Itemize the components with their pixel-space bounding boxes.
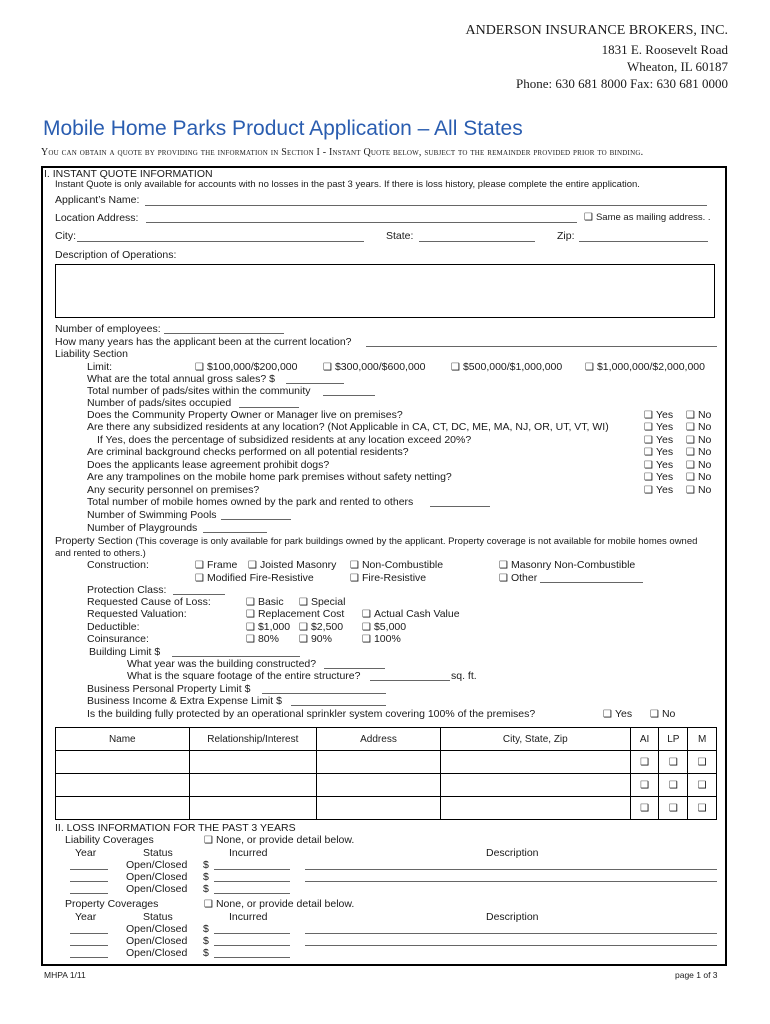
description-ops-label: Description of Operations: xyxy=(55,249,177,261)
loss-year-field[interactable] xyxy=(70,945,108,946)
yes-checkbox[interactable]: ❑ Yes xyxy=(644,434,674,446)
m-checkbox[interactable] xyxy=(688,751,717,774)
incurred-header: Incurred xyxy=(229,847,268,859)
section2-heading: II. LOSS INFORMATION FOR THE PAST 3 YEARS xyxy=(55,822,296,834)
col-relationship: Relationship/Interest xyxy=(189,728,317,751)
loss-year-field[interactable] xyxy=(70,893,108,894)
checkbox-icon: ❑ xyxy=(686,472,695,483)
loss-incurred-field[interactable] xyxy=(214,933,290,934)
dollar-sign: $ xyxy=(203,871,209,883)
checkbox-icon: ❑ xyxy=(644,460,653,471)
yes-checkbox[interactable]: ❑ Yes xyxy=(644,421,674,433)
construction-frame[interactable]: ❑ Frame xyxy=(195,559,238,571)
limit-option-4[interactable]: ❑ $1,000,000/$2,000,000 xyxy=(585,361,705,373)
sprinkler-no[interactable]: ❑ No xyxy=(650,708,676,720)
year-built-field[interactable] xyxy=(324,668,385,669)
cell-relationship[interactable] xyxy=(189,797,317,820)
question-3: If Yes, does the percentage of subsidized residents at any location exceed 20%? xyxy=(97,434,472,446)
question-4: Are criminal background checks performed on all potential residents? xyxy=(87,446,409,458)
no-checkbox[interactable]: ❑ No xyxy=(686,459,712,471)
cell-name[interactable] xyxy=(56,751,190,774)
sprinkler-yes[interactable]: ❑ Yes xyxy=(603,708,633,720)
checkbox-icon: ❑ xyxy=(323,362,332,373)
open-closed-label: Open/Closed xyxy=(126,923,188,935)
coinsurance-80[interactable]: ❑ 80% xyxy=(246,633,279,645)
checkbox-icon: ❑ xyxy=(246,634,255,645)
description-header: Description xyxy=(486,911,539,923)
checkbox-icon: ❑ xyxy=(697,779,707,791)
cell-name[interactable] xyxy=(56,774,190,797)
construction-non-combustible[interactable]: ❑ Non-Combustible xyxy=(350,559,444,571)
table-row xyxy=(56,751,717,774)
checkbox-icon: ❑ xyxy=(644,435,653,446)
checkbox-icon: ❑ xyxy=(650,709,659,720)
checkbox-icon: ❑ xyxy=(697,756,707,768)
applicant-name-field[interactable] xyxy=(145,205,707,206)
no-checkbox[interactable]: ❑ No xyxy=(686,409,712,421)
mobile-homes-rented-label: Total number of mobile homes owned by the park and rented to others xyxy=(87,496,414,508)
interest-table xyxy=(55,727,717,820)
checkbox-icon: ❑ xyxy=(686,435,695,446)
protection-class-label: Protection Class: xyxy=(87,584,167,596)
lp-checkbox[interactable] xyxy=(659,797,688,820)
limit-option-3[interactable]: ❑ $500,000/$1,000,000 xyxy=(451,361,563,373)
loss-incurred-field[interactable] xyxy=(214,893,290,894)
no-checkbox[interactable]: ❑ No xyxy=(686,471,712,483)
checkbox-icon: ❑ xyxy=(299,622,308,633)
company-phone-fax: Phone: 630 681 8000 Fax: 630 681 0000 xyxy=(516,76,728,91)
open-closed-label: Open/Closed xyxy=(126,859,188,871)
loss-year-field[interactable] xyxy=(70,933,108,934)
col-ai: AI xyxy=(630,728,659,751)
checkbox-icon: ❑ xyxy=(585,362,594,373)
valuation-label: Requested Valuation: xyxy=(87,608,187,620)
valuation-replacement[interactable]: ❑ Replacement Cost xyxy=(246,608,345,620)
total-pads-field[interactable] xyxy=(323,395,375,396)
construction-label: Construction: xyxy=(87,559,149,571)
year-built-label: What year was the building constructed? xyxy=(127,658,317,670)
status-header: Status xyxy=(143,911,173,923)
open-closed-label: Open/Closed xyxy=(126,947,188,959)
playgrounds-label: Number of Playgrounds xyxy=(87,522,198,534)
dollar-sign: $ xyxy=(203,923,209,935)
checkbox-icon: ❑ xyxy=(195,362,204,373)
loss-description-field[interactable] xyxy=(305,933,717,934)
liability-none-checkbox[interactable]: ❑ None, or provide detail below. xyxy=(204,834,355,846)
m-checkbox[interactable] xyxy=(688,774,717,797)
checkbox-icon: ❑ xyxy=(350,560,359,571)
property-note: and rented to others.) xyxy=(55,548,146,559)
table-header-row xyxy=(56,728,717,751)
square-footage-field[interactable] xyxy=(370,680,450,681)
building-limit-label: Building Limit $ xyxy=(89,646,161,658)
page-subtitle: You can obtain a quote by providing the information in Section I - Instant Quote below, subject to the remainder provided prior to binding. xyxy=(41,147,644,158)
checkbox-icon: ❑ xyxy=(584,212,593,223)
construction-masonry-non-combustible[interactable]: ❑ Masonry Non-Combustible xyxy=(499,559,636,571)
checkbox-icon: ❑ xyxy=(603,709,612,720)
company-address-line1: 1831 E. Roosevelt Road xyxy=(601,42,728,57)
protection-class-field[interactable] xyxy=(173,594,225,595)
company-address-line2: Wheaton, IL 60187 xyxy=(627,59,728,74)
status-header: Status xyxy=(143,847,173,859)
coinsurance-90[interactable]: ❑ 90% xyxy=(299,633,332,645)
loss-description-field[interactable] xyxy=(305,945,717,946)
num-employees-field[interactable] xyxy=(164,333,284,334)
no-checkbox[interactable]: ❑ No xyxy=(686,434,712,446)
playgrounds-field[interactable] xyxy=(203,532,267,533)
cell-relationship[interactable] xyxy=(189,774,317,797)
section1-heading: I. INSTANT QUOTE INFORMATION xyxy=(44,168,213,180)
construction-other[interactable]: ❑ Other xyxy=(499,572,538,584)
applicant-name-label: Applicant’s Name: xyxy=(55,194,140,206)
bi-limit-label: Business Income & Extra Expense Limit $ xyxy=(87,695,282,707)
years-location-field[interactable] xyxy=(366,346,717,347)
loss-incurred-field[interactable] xyxy=(214,957,290,958)
sq-ft-label: sq. ft. xyxy=(451,670,477,682)
m-checkbox[interactable] xyxy=(688,797,717,820)
years-location-label: How many years has the applicant been at the current location? xyxy=(55,336,352,348)
cell-address[interactable] xyxy=(317,774,441,797)
question-6: Are any trampolines on the mobile home park premises without safety netting? xyxy=(87,471,452,483)
property-section-label: Property Section (This coverage is only available for park buildings owned by the applicant. Property coverage is not available for mobile homes owned xyxy=(55,535,698,547)
limit-label: Limit: xyxy=(87,361,113,373)
checkbox-icon: ❑ xyxy=(248,560,257,571)
company-name: ANDERSON INSURANCE BROKERS, INC. xyxy=(465,23,728,38)
checkbox-icon: ❑ xyxy=(686,485,695,496)
checkbox-icon: ❑ xyxy=(204,899,213,910)
yes-checkbox[interactable]: ❑ Yes xyxy=(644,459,674,471)
checkbox-icon: ❑ xyxy=(644,485,653,496)
state-field[interactable] xyxy=(419,241,535,242)
deductible-label: Deductible: xyxy=(87,621,140,633)
yes-checkbox[interactable]: ❑ Yes xyxy=(644,471,674,483)
checkbox-icon: ❑ xyxy=(195,560,204,571)
zip-field[interactable] xyxy=(579,241,708,242)
dollar-sign: $ xyxy=(203,883,209,895)
checkbox-icon: ❑ xyxy=(246,597,255,608)
description-ops-textarea[interactable] xyxy=(55,264,715,318)
checkbox-icon: ❑ xyxy=(668,779,678,791)
ai-checkbox[interactable] xyxy=(630,774,659,797)
page-number: page 1 of 3 xyxy=(675,970,718,980)
construction-joisted-masonry[interactable]: ❑ Joisted Masonry xyxy=(248,559,337,571)
loss-incurred-field[interactable] xyxy=(214,945,290,946)
bi-limit-field[interactable] xyxy=(291,705,386,706)
loss-description-field[interactable] xyxy=(305,881,717,882)
cell-city-state-zip[interactable] xyxy=(440,774,630,797)
location-address-label: Location Address: xyxy=(55,212,139,224)
checkbox-icon: ❑ xyxy=(668,802,678,814)
liability-section-label: Liability Section xyxy=(55,348,128,360)
property-none-checkbox[interactable]: ❑ None, or provide detail below. xyxy=(204,898,355,910)
checkbox-icon: ❑ xyxy=(640,802,650,814)
building-limit-field[interactable] xyxy=(172,656,300,657)
state-label: State: xyxy=(386,230,414,242)
valuation-acv[interactable]: ❑ Actual Cash Value xyxy=(362,608,460,620)
checkbox-icon: ❑ xyxy=(644,472,653,483)
col-lp: LP xyxy=(659,728,688,751)
question-1: Does the Community Property Owner or Manager live on premises? xyxy=(87,409,403,421)
limit-option-2[interactable]: ❑ $300,000/$600,000 xyxy=(323,361,426,373)
no-checkbox[interactable]: ❑ No xyxy=(686,446,712,458)
checkbox-icon: ❑ xyxy=(451,362,460,373)
checkbox-icon: ❑ xyxy=(644,422,653,433)
checkbox-icon: ❑ xyxy=(686,410,695,421)
open-closed-label: Open/Closed xyxy=(126,871,188,883)
checkbox-icon: ❑ xyxy=(644,447,653,458)
checkbox-icon: ❑ xyxy=(204,835,213,846)
checkbox-icon: ❑ xyxy=(640,756,650,768)
coinsurance-100[interactable]: ❑ 100% xyxy=(362,633,401,645)
page-title: Mobile Home Parks Product Application – All States xyxy=(43,117,523,140)
pads-occupied-field[interactable] xyxy=(239,407,299,408)
col-address: Address xyxy=(317,728,441,751)
ai-checkbox[interactable] xyxy=(630,797,659,820)
cell-address[interactable] xyxy=(317,797,441,820)
checkbox-icon: ❑ xyxy=(640,779,650,791)
question-2: Are there any subsidized residents at any location? (Not Applicable in CA, CT, DC, ME, MA, NJ, OR, UT, VT, WI) xyxy=(87,421,609,433)
checkbox-icon: ❑ xyxy=(362,634,371,645)
checkbox-icon: ❑ xyxy=(697,802,707,814)
construction-other-field[interactable] xyxy=(540,582,643,583)
checkbox-icon: ❑ xyxy=(668,756,678,768)
dollar-sign: $ xyxy=(203,935,209,947)
cell-relationship[interactable] xyxy=(189,751,317,774)
loss-year-field[interactable] xyxy=(70,957,108,958)
gross-sales-field[interactable] xyxy=(286,383,344,384)
checkbox-icon: ❑ xyxy=(195,573,204,584)
deductible-2500[interactable]: ❑ $2,500 xyxy=(299,621,344,633)
cause-special[interactable]: ❑ Special xyxy=(299,596,346,608)
loss-year-field[interactable] xyxy=(70,881,108,882)
yes-checkbox[interactable]: ❑ Yes xyxy=(644,409,674,421)
lp-checkbox[interactable] xyxy=(659,774,688,797)
no-checkbox[interactable]: ❑ No xyxy=(686,484,712,496)
question-7: Any security personnel on premises? xyxy=(87,484,260,496)
liability-coverages-label: Liability Coverages xyxy=(65,834,154,846)
cell-city-state-zip[interactable] xyxy=(440,797,630,820)
col-city-state-zip: City, State, Zip xyxy=(440,728,630,751)
lp-checkbox[interactable] xyxy=(659,751,688,774)
loss-incurred-field[interactable] xyxy=(214,869,290,870)
checkbox-icon: ❑ xyxy=(350,573,359,584)
ai-checkbox[interactable] xyxy=(630,751,659,774)
checkbox-icon: ❑ xyxy=(246,622,255,633)
deductible-5000[interactable]: ❑ $5,000 xyxy=(362,621,407,633)
checkbox-icon: ❑ xyxy=(499,560,508,571)
no-checkbox[interactable]: ❑ No xyxy=(686,421,712,433)
yes-checkbox[interactable]: ❑ Yes xyxy=(644,484,674,496)
checkbox-icon: ❑ xyxy=(362,622,371,633)
num-employees-label: Number of employees: xyxy=(55,323,161,335)
col-m: M xyxy=(688,728,717,751)
checkbox-icon: ❑ xyxy=(686,422,695,433)
construction-fire-resistive[interactable]: ❑ Fire-Resistive xyxy=(350,572,427,584)
section1-note: Instant Quote is only available for accounts with no losses in the past 3 years. If there is loss history, please complete the entire application. xyxy=(55,179,640,190)
incurred-header: Incurred xyxy=(229,911,268,923)
location-address-field[interactable] xyxy=(146,222,577,223)
cause-basic[interactable]: ❑ Basic xyxy=(246,596,284,608)
property-coverages-label: Property Coverages xyxy=(65,898,159,910)
limit-option-1[interactable]: ❑ $100,000/$200,000 xyxy=(195,361,298,373)
yes-checkbox[interactable]: ❑ Yes xyxy=(644,446,674,458)
col-name: Name xyxy=(56,728,190,751)
coinsurance-label: Coinsurance: xyxy=(87,633,149,645)
year-header: Year xyxy=(75,847,97,859)
checkbox-icon: ❑ xyxy=(299,597,308,608)
total-pads-label: Total number of pads/sites within the community xyxy=(87,385,311,397)
checkbox-icon: ❑ xyxy=(499,573,508,584)
year-header: Year xyxy=(75,911,97,923)
table-row xyxy=(56,797,717,820)
city-label: City: xyxy=(55,230,76,242)
checkbox-icon: ❑ xyxy=(299,634,308,645)
same-mailing-checkbox[interactable]: ❑ Same as mailing address. . xyxy=(584,212,711,223)
zip-label: Zip: xyxy=(557,230,575,242)
checkbox-icon: ❑ xyxy=(362,609,371,620)
question-5: Does the applicants lease agreement prohibit dogs? xyxy=(87,459,330,471)
loss-description-field[interactable] xyxy=(305,869,717,870)
bpp-limit-field[interactable] xyxy=(262,693,386,694)
table-row xyxy=(56,774,717,797)
checkbox-icon: ❑ xyxy=(644,410,653,421)
open-closed-label: Open/Closed xyxy=(126,883,188,895)
loss-year-field[interactable] xyxy=(70,869,108,870)
mobile-homes-rented-field[interactable] xyxy=(430,506,490,507)
cell-name[interactable] xyxy=(56,797,190,820)
dollar-sign: $ xyxy=(203,859,209,871)
description-header: Description xyxy=(486,847,539,859)
bpp-limit-label: Business Personal Property Limit $ xyxy=(87,683,251,695)
pads-occupied-label: Number of pads/sites occupied xyxy=(87,397,232,409)
city-field[interactable] xyxy=(77,241,364,242)
swimming-pools-label: Number of Swimming Pools xyxy=(87,509,217,521)
construction-modified-fire-resistive[interactable]: ❑ Modified Fire-Resistive xyxy=(195,572,314,584)
open-closed-label: Open/Closed xyxy=(126,935,188,947)
deductible-1000[interactable]: ❑ $1,000 xyxy=(246,621,291,633)
sprinkler-label: Is the building fully protected by an operational sprinkler system covering 100% of the premises? xyxy=(87,708,536,720)
cause-of-loss-label: Requested Cause of Loss: xyxy=(87,596,211,608)
loss-incurred-field[interactable] xyxy=(214,881,290,882)
checkbox-icon: ❑ xyxy=(686,447,695,458)
swimming-pools-field[interactable] xyxy=(221,519,291,520)
cell-city-state-zip[interactable] xyxy=(440,751,630,774)
cell-address[interactable] xyxy=(317,751,441,774)
dollar-sign: $ xyxy=(203,947,209,959)
square-footage-label: What is the square footage of the entire structure? xyxy=(127,670,361,682)
form-id: MHPA 1/11 xyxy=(44,970,86,980)
checkbox-icon: ❑ xyxy=(686,460,695,471)
checkbox-icon: ❑ xyxy=(246,609,255,620)
gross-sales-label: What are the total annual gross sales? $ xyxy=(87,373,275,385)
